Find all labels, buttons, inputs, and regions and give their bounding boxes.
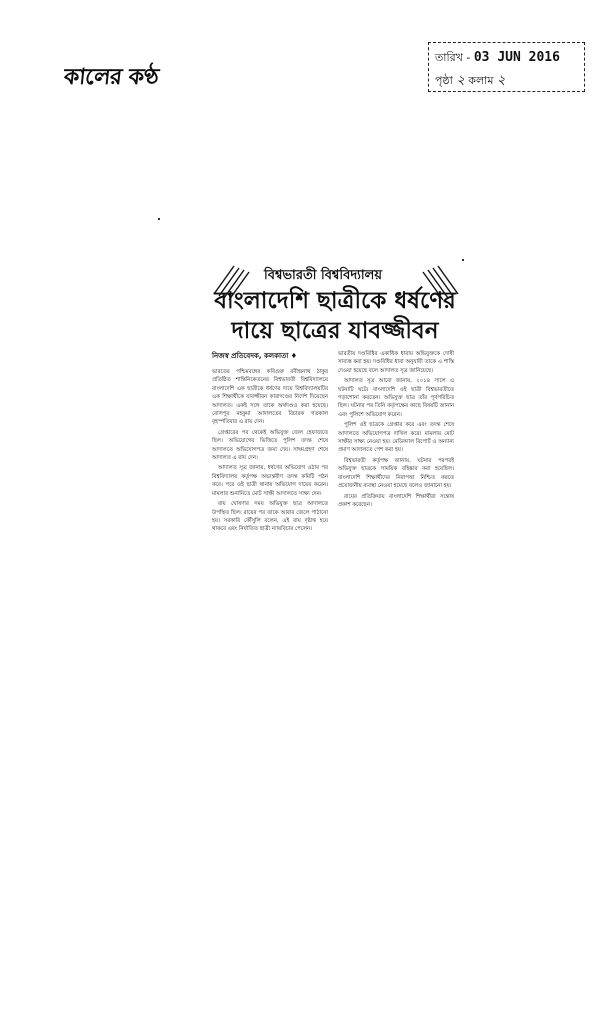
stamp-page-row [435, 71, 505, 92]
article-byline: নিজস্ব প্রতিবেদক, কলকাতা ♦ [212, 352, 298, 360]
newspaper-masthead-logo: কালের কণ্ঠ [62, 64, 160, 90]
stamp-page-value: ২ [456, 73, 465, 88]
headline-line-1: বাংলাদেশি ছাত্রীকে ধর্ষণের [214, 287, 456, 314]
article-column-left [212, 350, 328, 536]
body-paragraph: গ্রেপ্তারের পর থেকেই অভিযুক্ত জেল হেফাজতে ছিল। অভিযোগের ভিত্তিতে পুলিশ তদন্ত শেষে আদালতে অভিযোগপত্র জমা দেয়। সাক্ষ্যগ্রহণ শেষে আদালত এ রায় দেন। [212, 429, 328, 462]
body-paragraph: বিশ্বভারতী কর্তৃপক্ষ জানায়, ঘটনার পরপরই অভিযুক্ত ছাত্রকে সাময়িক বহিষ্কার করা হয়েছিল। বাংলাদেশি শিক্ষার্থীদের নিরাপত্তা নিশ্চিত করতে প্রয়োজনীয় ব্যবস্থা নেওয়া হয়েছে বলেও জানানো হয়। [338, 457, 454, 490]
article-headline [208, 286, 462, 346]
stamp-date-value: 03 JUN 2016 [473, 50, 560, 65]
scan-speck [158, 218, 160, 220]
body-paragraph: আদালত সূত্র আরো জানায়, ২০১৪ সালে এ ঘটনাটি ঘটে। বাংলাদেশি ওই ছাত্রী বিশ্বভারতীতে পড়াশোনা করতেন। অভিযুক্ত ছাত্র তাঁর পূর্বপরিচিত ছিল। ঘটনার পর তিনি কর্তৃপক্ষের কাছে বিষয়টি জানান এবং পুলিশে অভিযোগ করেন। [338, 378, 454, 418]
scan-speck [462, 259, 464, 261]
stamp-date-row: তারিখ - 03 JUN 2016 [435, 50, 560, 65]
body-paragraph: রায় ঘোষণার সময় অভিযুক্ত ছাত্র আদালতে উপস্থিত ছিল। রায়ের পর তাকে আবার জেলে পাঠানো হয়। সরকারি কৌঁসুলি বলেন, এই রায় দৃষ্টান্ত হয়ে থাকবে এবং নির্যাতিত ছাত্রী ন্যায়বিচার পেলেন। [212, 501, 328, 533]
body-paragraph: পুলিশ ওই ছাত্রকে গ্রেপ্তার করে এবং তদন্ত শেষে আদালতে অভিযোগপত্র দাখিল করে। মামলায় মোট সাক্ষীর সাক্ষ্য নেওয়া হয়। মেডিক্যাল রিপোর্ট ও অন্যান্য প্রমাণ আদালতে পেশ করা হয়। [338, 422, 454, 454]
article-kicker: বিশ্বভারতী বিশ্ববিদ্যালয় [264, 268, 383, 283]
body-paragraph: ভারতের পশ্চিমবঙ্গের কবিগুরু রবীন্দ্রনাথ ঠাকুর প্রতিষ্ঠিত শান্তিনিকেতনের বিশ্বভারতী বিশ্ববিদ্যালয়ে বাংলাদেশি এক ছাত্রীকে ধর্ষণের দায়ে বিশ্ববিদ্যালয়টির এক শিক্ষার্থীকে যাবজ্জীবন কারাদণ্ডের নির্দেশ দিয়েছেন আদালত। একই সঙ্গে তাকে অর্থদণ্ডও করা হয়েছে। বোলপুর মহকুমা আদালতের বিচারক গতকাল বৃহস্পতিবার এ রায় দেন। [212, 369, 328, 426]
stamp-page-label: পৃষ্ঠা [435, 74, 453, 87]
newspaper-clipping [208, 264, 462, 624]
article-column-right [338, 350, 454, 511]
archive-date-stamp [428, 42, 585, 92]
body-paragraph: ভারতীয় দণ্ডবিধির একাধিক ধারায় অভিযুক্তকে দোষী সাব্যস্ত করা হয়। দণ্ডবিধির ধারা অনুযায়ী তাকে এ শাস্তি দেওয়া হয়েছে বলে আদালত সূত্র জানিয়েছে। [338, 351, 454, 374]
stamp-column-value: ২ [496, 73, 506, 88]
stamp-column-label: কলাম [468, 74, 494, 87]
headline-line-2: দায়ে ছাত্রের যাবজ্জীবন [231, 317, 439, 344]
body-paragraph: আদালত সূত্র জানায়, ধর্ষণের অভিযোগ ওঠার পর বিশ্ববিদ্যালয় কর্তৃপক্ষ অভ্যন্তরীণ তদন্ত কমিটি গঠন করে। পরে ওই ছাত্রী থানায় অভিযোগ দায়ের করেন। মামলার শুনানিতে মোট সাক্ষী আদালতে সাক্ষ্য দেন। [212, 465, 328, 497]
stamp-date-label: তারিখ [435, 51, 463, 64]
body-paragraph: রায়ের প্রতিক্রিয়ায় বাংলাদেশি শিক্ষার্থীরা সন্তোষ প্রকাশ করেছেন। [338, 493, 454, 508]
